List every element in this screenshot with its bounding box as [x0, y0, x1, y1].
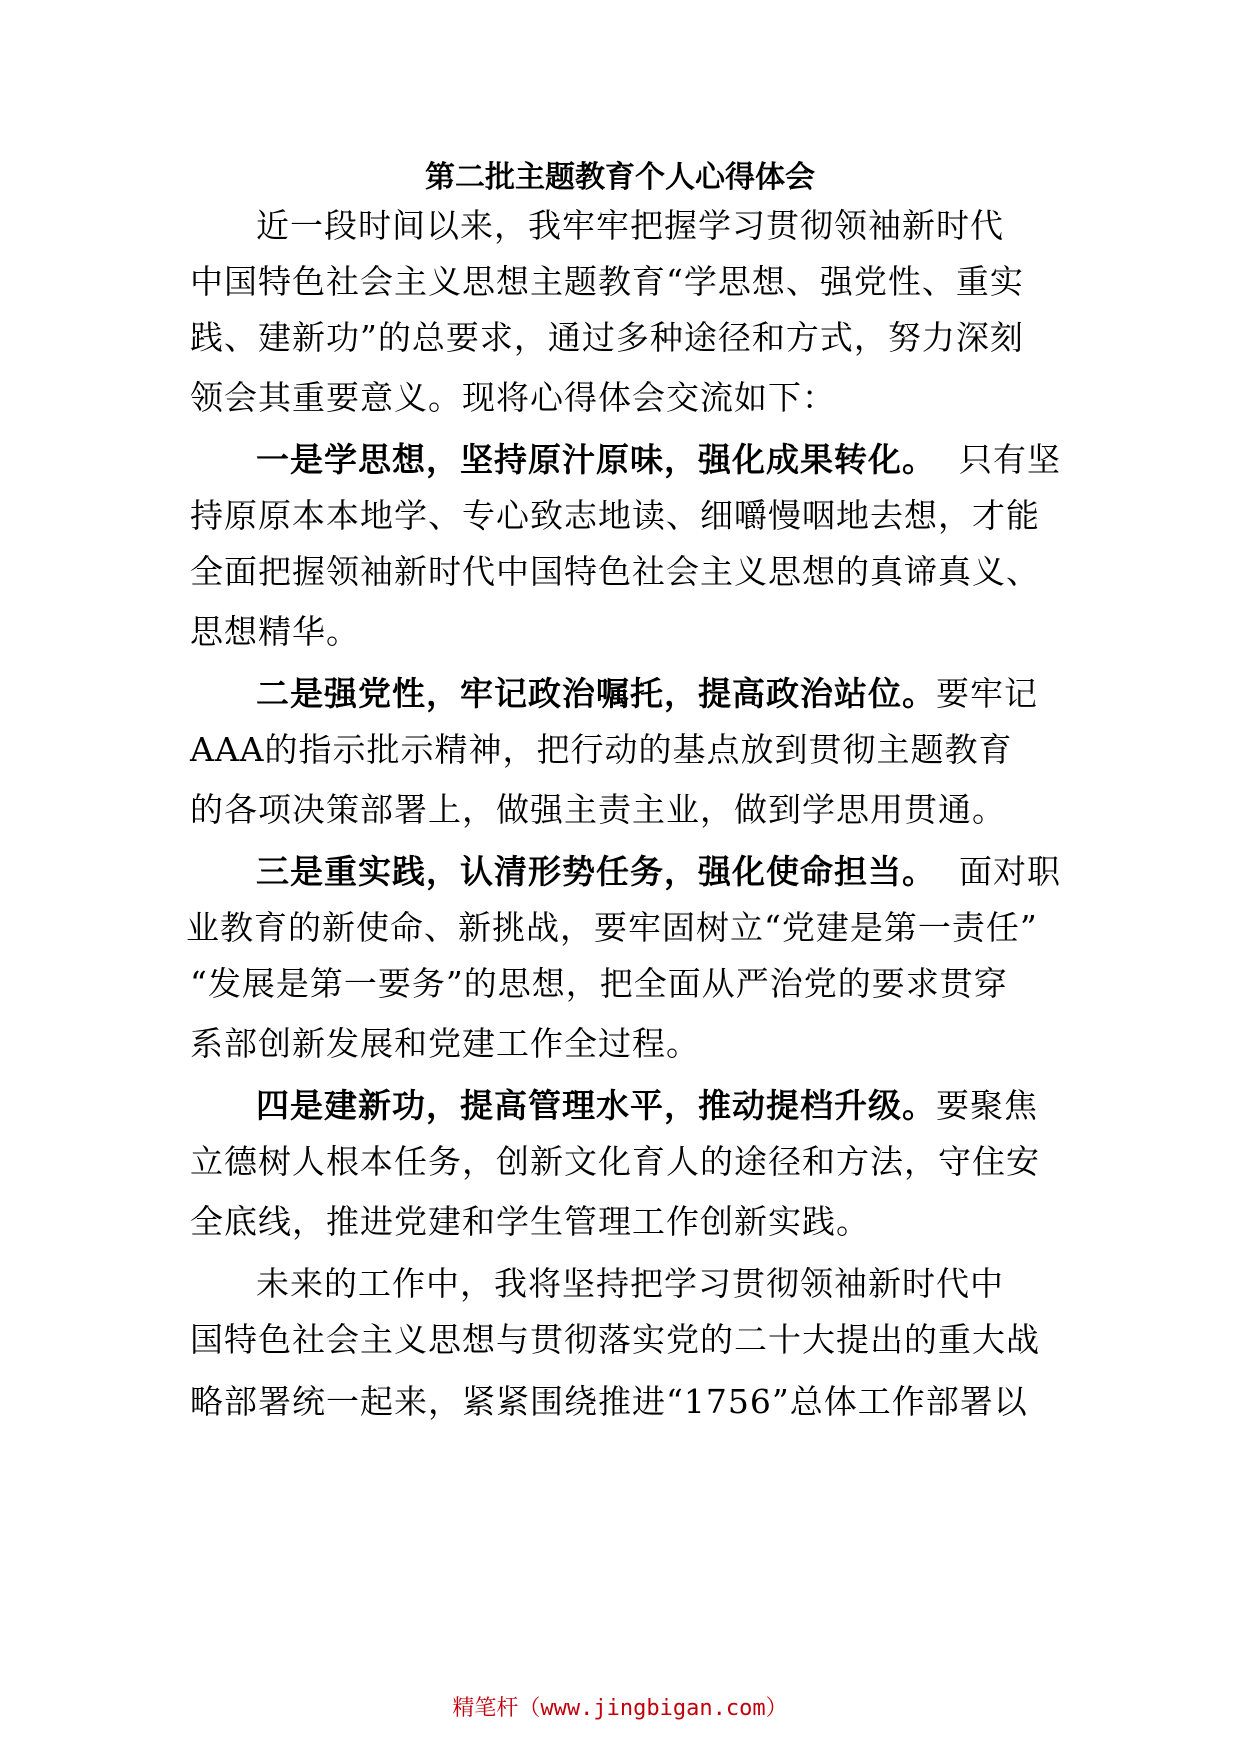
text-line: 持原原本本地学、专心致志地读、细嚼慢咽地去想，才能 [190, 496, 1040, 535]
text-line: 践、建新功”的总要求，通过多种途径和方式，努力深刻 [190, 318, 1024, 357]
text-line: 系部创新发展和党建工作全过程。 [190, 1024, 700, 1063]
paragraph-line [256, 852, 1061, 892]
point-heading: 四是建新功，提高管理水平，推动提档升级。 [256, 1086, 936, 1125]
paragraph-line [256, 1086, 1038, 1126]
point-text: 要牢记 [936, 674, 1038, 713]
text-line: 的各项决策部署上，做强主责主业，做到学思用贯通。 [190, 790, 1006, 829]
text-line: 全面把握领袖新时代中国特色社会主义思想的真谛真义、 [190, 552, 1040, 591]
paragraph-line [256, 674, 1038, 714]
text-line: 国特色社会主义思想与贯彻落实党的二十大提出的重大战 [190, 1320, 1040, 1359]
point-text: 面对职 [958, 852, 1061, 891]
paragraph-line [256, 440, 1061, 480]
text-line: 全底线，推进党建和学生管理工作创新实践。 [190, 1202, 870, 1241]
text-line: AAA的指示批示精神，把行动的基点放到贯彻主题教育 [190, 730, 1013, 769]
text-line: 立德树人根本任务，创新文化育人的途径和方法，守住安 [190, 1142, 1040, 1181]
document-title: 第二批主题教育个人心得体会 [425, 160, 815, 195]
text-line: 近一段时间以来，我牢牢把握学习贯彻领袖新时代 [256, 206, 1004, 245]
text-line: 业教育的新使命、新挑战，要牢固树立“党建是第一责任” [186, 908, 1038, 947]
footer-watermark: 精笔杆（www.jingbigan.com） [452, 1696, 788, 1721]
point-text: 只有坚 [958, 440, 1061, 479]
point-text: 要聚焦 [936, 1086, 1038, 1125]
text-line: 思想精华。 [190, 612, 360, 651]
point-heading: 二是强党性，牢记政治嘱托，提高政治站位。 [256, 674, 936, 713]
text-line: 未来的工作中，我将坚持把学习贯彻领袖新时代中 [256, 1264, 1004, 1303]
text-line: 中国特色社会主义思想主题教育“学思想、强党性、重实 [190, 262, 1024, 301]
point-heading: 一是学思想，坚持原汁原味，强化成果转化。 [256, 440, 936, 479]
text-line: “发展是第一要务”的思想，把全面从严治党的要求贯穿 [190, 964, 1008, 1003]
point-heading: 三是重实践，认清形势任务，强化使命担当。 [256, 852, 936, 891]
text-line: 略部署统一起来，紧紧围绕推进“1756”总体工作部署以 [190, 1382, 1028, 1421]
text-line: 领会其重要意义。现将心得体会交流如下： [190, 378, 836, 417]
